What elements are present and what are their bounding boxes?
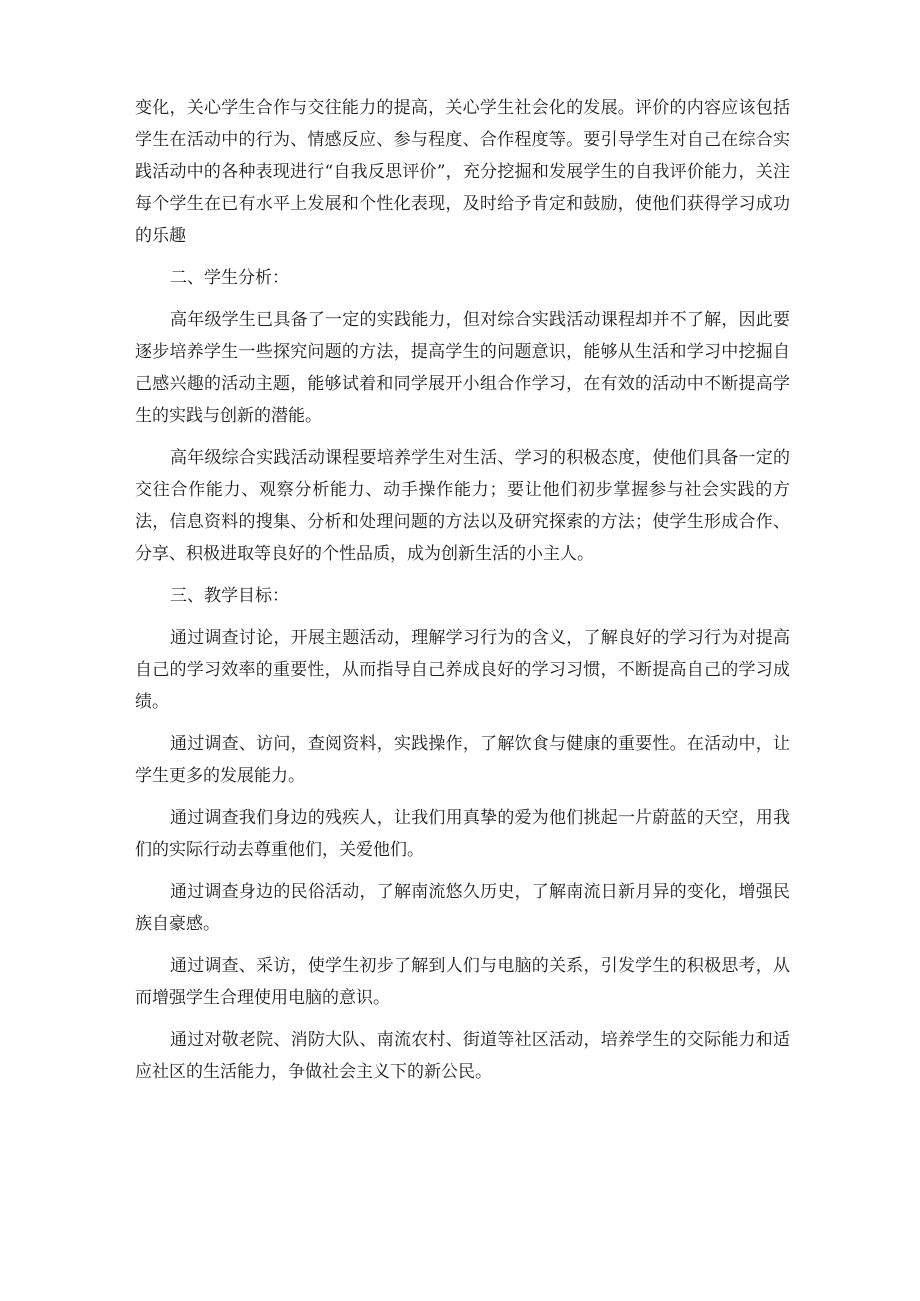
paragraph-objective-learning-behavior: 通过调查讨论，开展主题活动，理解学习行为的含义，了解良好的学习行为对提高自己的学习效率的重要性，从而指导自己养成良好的学习习惯，不断提高自己的学习成绩。 — [135, 628, 790, 712]
paragraph-objective-community: 通过对敬老院、消防大队、南流农村、街道等社区活动，培养学生的交际能力和适应社区的生活能力，争做社会主义下的新公民。 — [135, 1030, 790, 1082]
heading-student-analysis: 二、学生分析： — [170, 268, 289, 288]
paragraph-objective-folk-customs: 通过调查身边的民俗活动，了解南流悠久历史，了解南流日新月异的变化，增强民族自豪感。 — [135, 882, 790, 934]
paragraph-student-ability: 高年级学生已具备了一定的实践能力，但对综合实践活动课程却并不了解，因此要逐步培养学生一些探究问题的方法，提高学生的问题意识，能够从生活和学习中挖掘自己感兴趣的活动主题，能够试着和同学展开小组合作学习，在有效的活动中不断提高学生的实践与创新的潜能。 — [135, 310, 790, 426]
document-body — [135, 92, 790, 1098]
paragraph-objective-computer: 通过调查、采访，使学生初步了解到人们与电脑的关系，引发学生的积极思考，从而增强学生合理使用电脑的意识。 — [135, 956, 790, 1008]
paragraph-objective-disabled: 通过调查我们身边的残疾人，让我们用真挚的爱为他们挑起一片蔚蓝的天空，用我们的实际行动去尊重他们，关爱他们。 — [135, 808, 790, 860]
heading-teaching-objectives: 三、教学目标： — [170, 586, 289, 606]
paragraph-evaluation-continuation: 变化，关心学生合作与交往能力的提高，关心学生社会化的发展。评价的内容应该包括学生在活动中的行为、情感反应、参与程度、合作程度等。要引导学生对自己在综合实践活动中的各种表现进行“自我反思评价”，充分挖掘和发展学生的自我评价能力，关注每个学生在已有水平上发展和个性化表现，及时给予肯定和鼓励，使他们获得学习成功的乐趣 — [135, 98, 790, 246]
paragraph-course-goals: 高年级综合实践活动课程要培养学生对生活、学习的积极态度，使他们具备一定的交往合作能力、观察分析能力、动手操作能力；要让他们初步掌握参与社会实践的方法，信息资料的搜集、分析和处理问题的方法以及研究探索的方法；使学生形成合作、分享、积极进取等良好的个性品质，成为创新生活的小主人。 — [135, 448, 790, 564]
paragraph-objective-diet-health: 通过调查、访问，查阅资料，实践操作，了解饮食与健康的重要性。在活动中，让学生更多的发展能力。 — [135, 734, 790, 786]
